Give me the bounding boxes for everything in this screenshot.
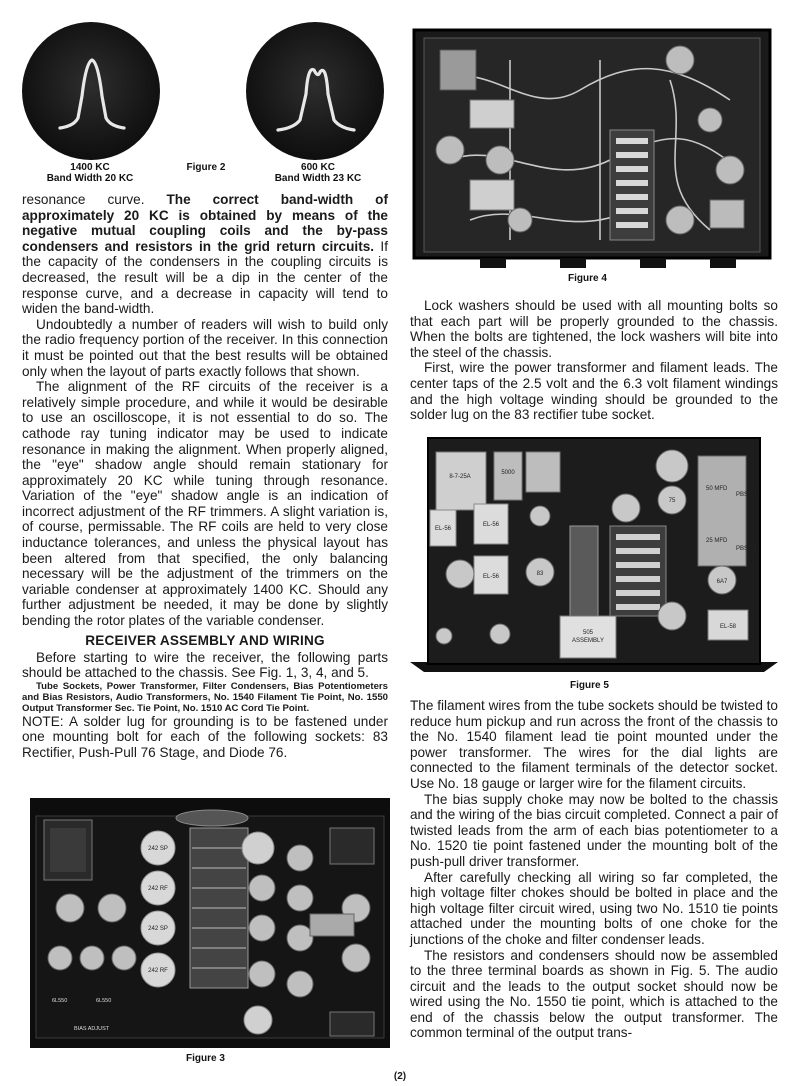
svg-text:EL-58: EL-58 <box>719 624 737 630</box>
paragraph-bias-choke: The bias supply choke may now be bolted to the chassis and the wiring of the bias circuit completed. Connect a pair of twisted leads from the arm of each bias potentiometer to a No. 1520 tie point fastened under the mounting bolt of the push-pull driver transformer. <box>410 791 778 869</box>
svg-text:83: 83 <box>536 571 544 577</box>
svg-text:EL-56: EL-56 <box>482 574 500 580</box>
svg-text:8-7-25A: 8-7-25A <box>449 474 471 480</box>
svg-text:505: 505 <box>582 630 594 636</box>
svg-text:BIAS ADJUST: BIAS ADJUST <box>74 1026 110 1032</box>
svg-text:5000: 5000 <box>501 470 515 476</box>
svg-text:PBS 5: PBS 5 <box>736 492 754 498</box>
figure2-label: Figure 2 <box>186 162 226 173</box>
paragraph-rf-portion: Undoubtedly a number of readers will wish to build only the radio frequency portion of the receiver. In this connection it must be pointed out that the best results will be obtained only when the layout of parts exactly follows that shown. <box>22 316 388 379</box>
paragraph-lock-washers: Lock washers should be used with all mounting bolts so that each part will be properly grounded to the chassis. When the bolts are tightened, the lock washers will bite into the steel of the chassis. <box>410 298 778 360</box>
scope-trace-1400kc <box>22 22 160 160</box>
figure5-chassis-top-photo <box>410 430 778 674</box>
svg-text:EL-56: EL-56 <box>482 522 500 528</box>
svg-text:6L550: 6L550 <box>96 998 112 1004</box>
svg-text:50 MFD: 50 MFD <box>706 486 728 492</box>
paragraph-note: NOTE: A solder lug for grounding is to be fastened under one mounting bolt for each of the following sockets: 83 Rectifier, Push-Pull 76 Stage, and Diode 76. <box>22 713 388 760</box>
svg-text:25 MFD: 25 MFD <box>706 538 728 544</box>
paragraph-band-width: resonance curve. The correct band-width of approximately 20 KC is obtained by means of the negative mutual coupling coils and the by-pass condensers and resistors in the grid return circuits. If the capacity of the condensers in the coupling circuits is decreased, the result will be a dip in the center of the response curve, and a decrease in capacity will tend to widen the band-width. <box>22 192 388 317</box>
section-heading: RECEIVER ASSEMBLY AND WIRING <box>85 632 325 648</box>
figure3-label: Figure 3 <box>186 1053 225 1064</box>
figure2-right-caption: 600 KC Band Width 23 KC <box>274 162 362 184</box>
paragraph-before-wiring: Before starting to wire the receiver, the following parts should be attached to the chassis. See Fig. 1, 3, 4, and 5. <box>22 649 388 681</box>
left-column <box>22 192 388 761</box>
svg-text:6L550: 6L550 <box>52 998 68 1004</box>
svg-text:242 SP: 242 SP <box>148 926 168 932</box>
parts-list: Tube Sockets, Power Transformer, Filter Condensers, Bias Potentiometers and Bias Resistors, Audio Transformers, No. 1540 Filament Tie Point, No. 1550 Output Transformer Sec. Tie Point, No. 1510 AC Cord Tie Point. <box>22 680 388 714</box>
paragraph-filter-chokes: After carefully checking all wiring so far completed, the high voltage filter chokes should be bolted in place and the high voltage filter circuit wired, using two No. 1510 tie points attached under the mounting bolts of one choke for the junctions of the choke and filter condenser leads. <box>410 869 778 947</box>
paragraph-filament-leads: First, wire the power transformer and filament leads. The center taps of the 2.5 volt and the 6.3 volt filament windings and the high voltage winding should be grounded to the solder lug on the 83 rectifier tube socket. <box>410 360 778 423</box>
svg-text:75: 75 <box>668 498 676 504</box>
scope-trace-600kc <box>246 22 384 160</box>
svg-text:242 RF: 242 RF <box>148 968 168 974</box>
figure3-chassis-photo <box>30 798 390 1048</box>
svg-text:PBS 25: PBS 25 <box>736 546 757 552</box>
svg-text:ASSEMBLY: ASSEMBLY <box>572 638 604 644</box>
paragraph-alignment: The alignment of the RF circuits of the receiver is a relatively simple procedure, and while it would be desirable to use an oscilloscope, it is not essential to do so. The cathode ray tuning indicator may be used to indicate resonance in making the alignment. When properly aligned, the "eye" shadow angle should remain stationary for approximately 20 KC while tuning through resonance. Variation of the "eye" shadow angle is an indication of incorrect adjustment of the RF trimmers. A slight variation is, of course, permissable. The RF coils are held to very close inductance tolerances, and unless the physical layout has been altered from that specified, the only balancing necessary will be the adjustment of the trimmers on the variable condenser at approximately 1400 KC. Should any further adjustment be needed, it may be done by slightly bending the rotor plates of the variable condenser. <box>22 379 388 629</box>
right-column-top <box>410 298 778 423</box>
svg-text:242 SP: 242 SP <box>148 846 168 852</box>
paragraph-filament-wires: The filament wires from the tube sockets should be twisted to reduce hum pickup and run across the front of the chassis to the No. 1540 filament lead tie point mounted under the power transformer. The wires for the dial lights are connected to the filament terminals of the detector socket. Use No. 18 gauge or larger wire for the filament circuits. <box>410 698 778 791</box>
right-column-bottom <box>410 698 778 1041</box>
svg-text:6A7: 6A7 <box>716 579 728 585</box>
figure5-label: Figure 5 <box>570 680 609 691</box>
page-number: (2) <box>393 1071 407 1082</box>
svg-text:242 RF: 242 RF <box>148 886 168 892</box>
figure2-left-caption: 1400 KC Band Width 20 KC <box>46 162 134 184</box>
figure4-chassis-underside-photo <box>410 20 774 270</box>
svg-text:EL-56: EL-56 <box>434 526 452 532</box>
paragraph-resistors-condensers: The resistors and condensers should now be assembled to the three terminal boards as shown in Fig. 5. The audio circuit and the leads to the output socket should now be wired using the No. 1550 tie point, which is attached to the end of the chassis below the output transformer. The common terminal of the output trans- <box>410 947 778 1041</box>
figure4-label: Figure 4 <box>568 273 607 284</box>
